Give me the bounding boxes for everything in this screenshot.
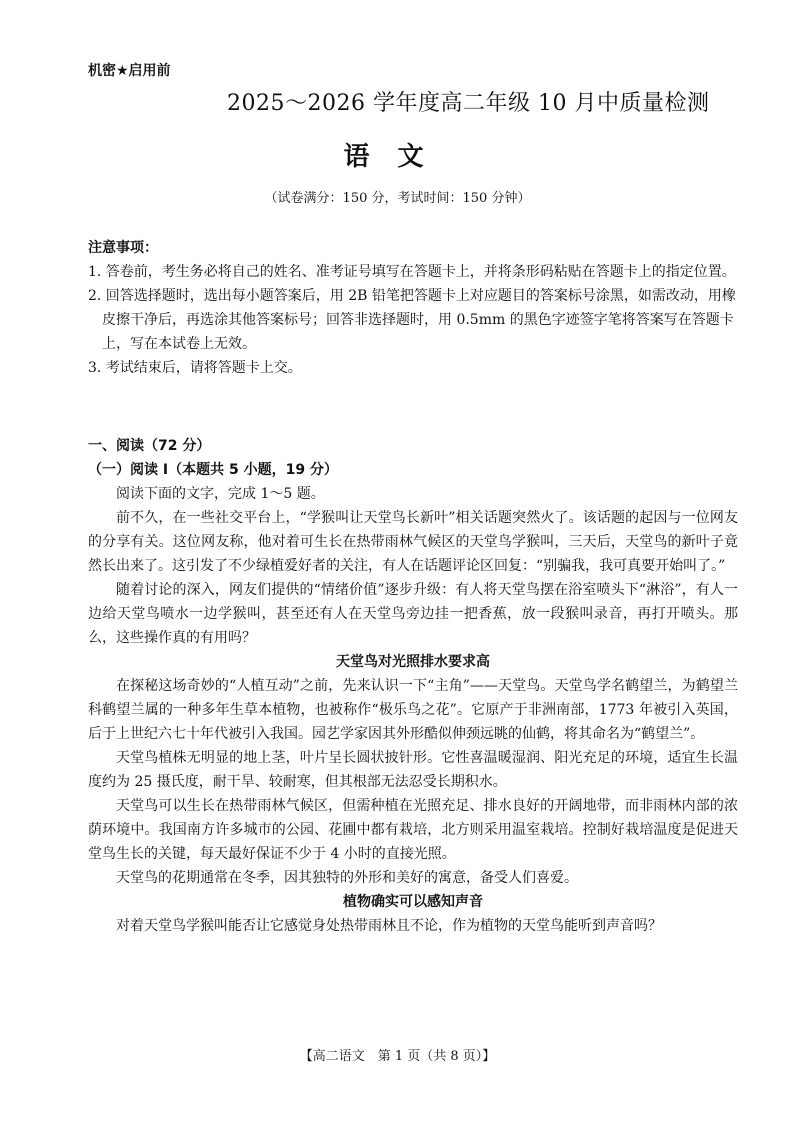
confidential-label: 机密★启用前: [88, 63, 171, 79]
article-paragraph: 天堂鸟的花期通常在冬季，因其独特的外形和美好的寓意，备受人们喜爱。: [116, 870, 578, 886]
article-heading: 天堂鸟对光照排水要求高: [336, 654, 490, 670]
notes-block: [88, 236, 738, 380]
article-paragraph: 前不久，在一些社交平台上，“学猴叫让天堂鸟长新叶”相关话题突然火了。该话题的起因与一位网友的分享有关。这位网友称，他对着可生长在热带雨林气候区的天堂鸟学猴叫，三天后，天堂鸟的新叶子竟然长出来了。这引发了不少绿植爱好者的关注，有人在话题评论区回复：“别骗我，我可真要开始叫了。”: [88, 510, 738, 574]
article-paragraph: 在探秘这场奇妙的“人植互动”之前，先来认识一下“主角”——天堂鸟。天堂鸟学名鹤望兰，为鹤望兰科鹤望兰属的一种多年生草本植物，也被称作“极乐鸟之花”。它原产于非洲南部，1773 年被引入英国，后于上世纪六七十年代被引入我国。园艺学家因其外形酷似伸颈远眺的仙鹤，将其命名为“鹤望兰”。: [88, 678, 738, 742]
exam-info: （试卷满分：150 分，考试时间：150 分钟）: [264, 191, 531, 206]
notes-heading: 注意事项：: [88, 240, 158, 256]
subject-title: [0, 136, 795, 173]
section-subtitle: （一）阅读 Ⅰ（本题共 5 小题，19 分）: [88, 462, 338, 478]
section-title: 一、阅读（72 分）: [88, 438, 211, 454]
article-paragraph: 随着讨论的深入，网友们提供的“情绪价值”逐步升级：有人将天堂鸟摆在浴室喷头下“淋浴”，有人一边给天堂鸟喷水一边学猴叫，甚至还有人在天堂鸟旁边挂一把香蕉，放一段猴叫录音，再打开喷头。那么，这些操作真的有用吗？: [88, 582, 738, 646]
article-paragraph: 天堂鸟可以生长在热带雨林气候区，但需种植在光照充足、排水良好的开阔地带，而非雨林内部的浓荫环境中。我国南方许多城市的公园、花圃中都有栽培，北方则采用温室栽培。控制好栽培温度是促进天堂鸟生长的关键，每天最好保证不少于 4 小时的直接光照。: [88, 798, 738, 862]
notes-item: 2. 回答选择题时，选出每小题答案后，用 2B 铅笔把答题卡上对应题目的答案标号涂黑，如需改动，用橡皮擦干净后，再选涂其他答案标号；回答非选择题时，用 0.5mm 的黑色字迹签字笔将答案写在答题卡上，写在本试卷上无效。: [88, 288, 736, 352]
notes-item: 1. 答卷前，考生务必将自己的姓名、准考证号填写在答题卡上，并将条形码粘贴在答题卡上的指定位置。: [88, 264, 736, 280]
article-heading: 植物确实可以感知声音: [343, 894, 483, 910]
article-paragraph: 天堂鸟植株无明显的地上茎，叶片呈长圆状披针形。它性喜温暖湿润、阳光充足的环境，适宜生长温度约为 25 摄氏度，耐干旱、较耐寒，但其根部无法忍受长期积水。: [88, 750, 738, 790]
exam-title: 2025～2026 学年度高二年级 10 月中质量检测: [227, 91, 710, 116]
notes-item: 3. 考试结束后，请将答题卡上交。: [88, 360, 302, 376]
reading-section: [88, 434, 738, 938]
subject-text: 语文: [343, 142, 452, 172]
instruction: 阅读下面的文字，完成 1～5 题。: [116, 486, 325, 502]
article-paragraph: 对着天堂鸟学猴叫能否让它感觉身处热带雨林且不论，作为植物的天堂鸟能听到声音吗？: [116, 918, 662, 934]
page-footer: 【高二语文 第 1 页（共 8 页）】: [299, 1049, 496, 1064]
